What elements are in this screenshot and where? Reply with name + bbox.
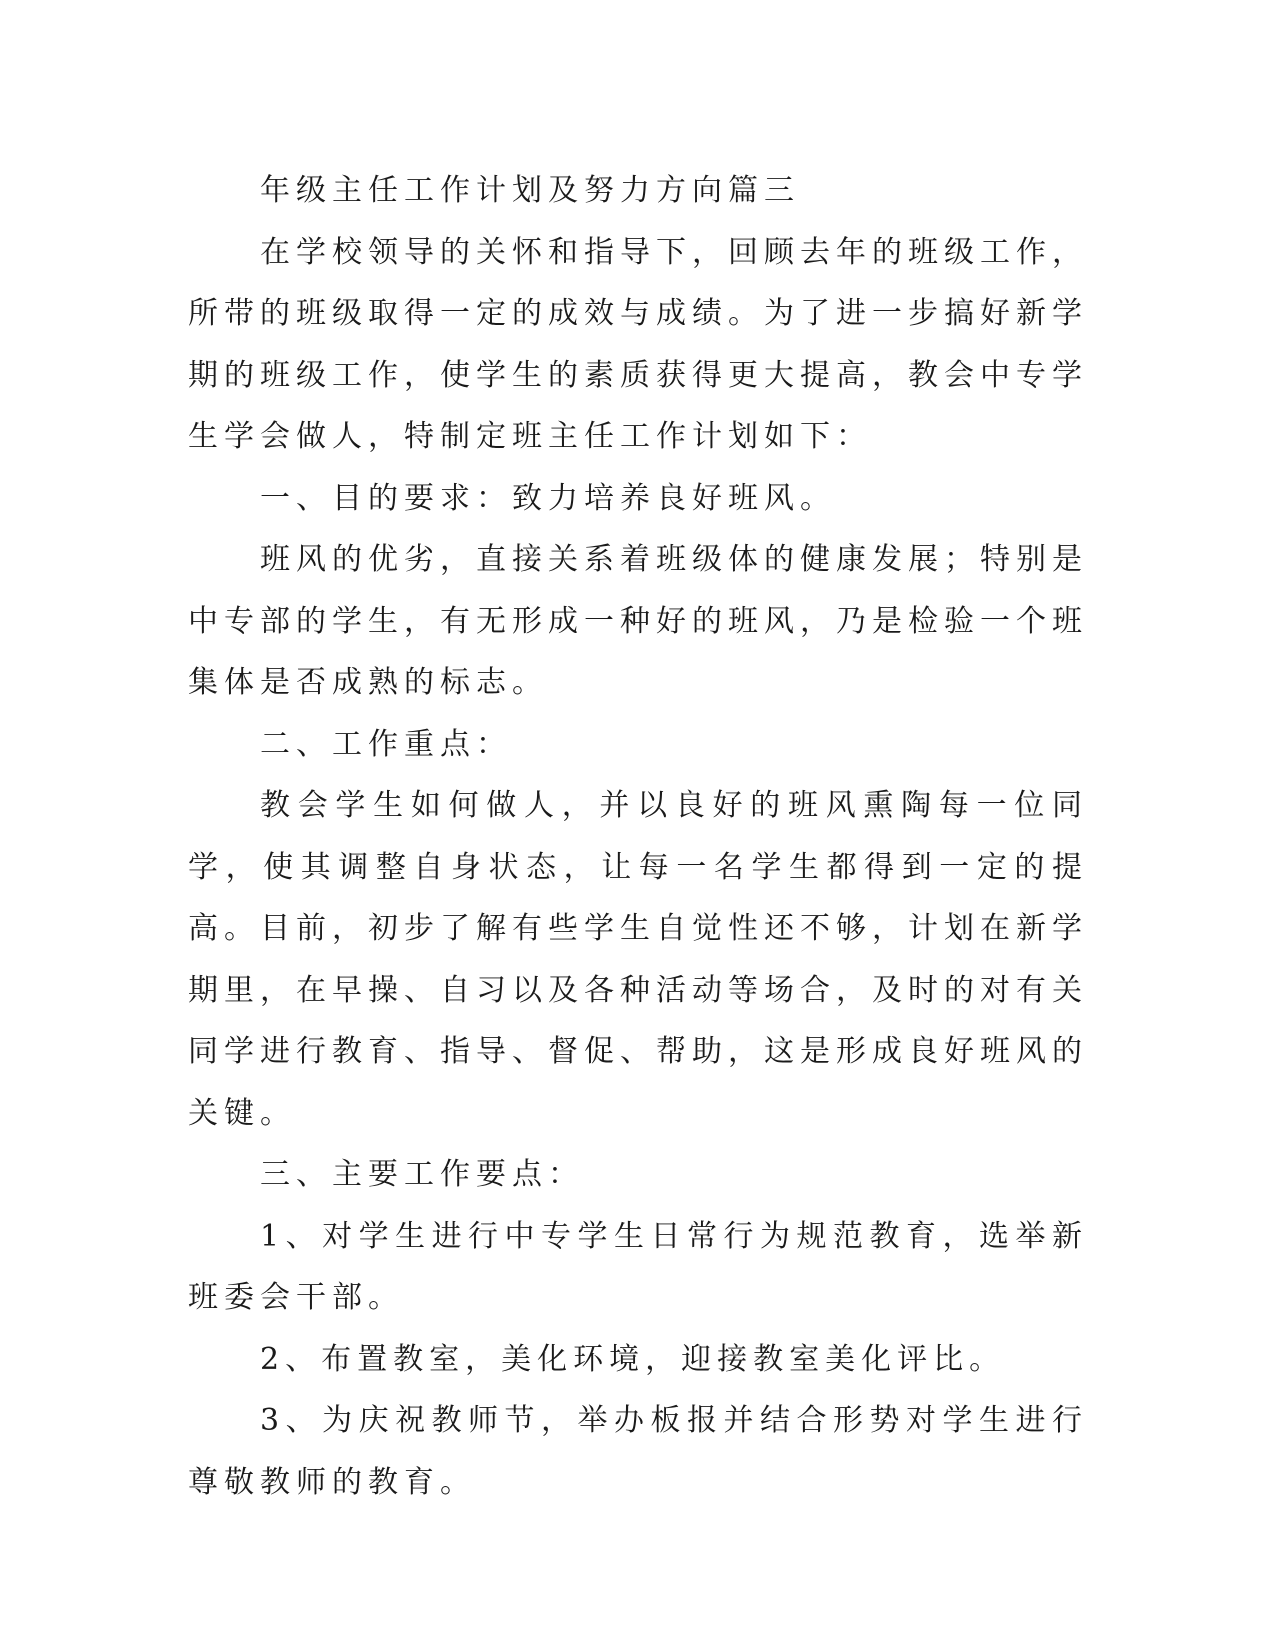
list-item-3: 3、为庆祝教师节，举办板报并结合形势对学生进行尊敬教师的教育。 [188, 1403, 1088, 1500]
section-heading-1: 一、目的要求：致力培养良好班风。 [260, 480, 836, 516]
paragraph-intro: 在学校领导的关怀和指导下，回顾去年的班级工作，所带的班级取得一定的成效与成绩。为了进一步搞好新学期的班级工作，使学生的素质获得更大提高，教会中专学生学会做人，特制定班主任工作计划如下： [188, 234, 1088, 454]
section-heading-2: 二、工作重点： [260, 726, 512, 762]
list-item-1: 1、对学生进行中专学生日常行为规范教育，选举新班委会干部。 [188, 1218, 1088, 1315]
document-title: 年级主任工作计划及努力方向篇三 [260, 173, 800, 208]
document-body [188, 160, 1088, 1513]
section-heading-3: 三、主要工作要点： [260, 1157, 584, 1192]
list-item-2: 2、布置教室，美化环境，迎接教室美化评比。 [260, 1341, 1006, 1377]
paragraph-class-spirit: 班风的优劣，直接关系着班级体的健康发展；特别是中专部的学生，有无形成一种好的班风，乃是检验一个班集体是否成熟的标志。 [188, 542, 1088, 700]
paragraph-work-focus: 教会学生如何做人，并以良好的班风熏陶每一位同学，使其调整自身状态，让每一名学生都得到一定的提高。目前，初步了解有些学生自觉性还不够，计划在新学期里，在早操、自习以及各种活动等场合，及时的对有关同学进行教育、指导、督促、帮助，这是形成良好班风的关键。 [188, 788, 1088, 1131]
